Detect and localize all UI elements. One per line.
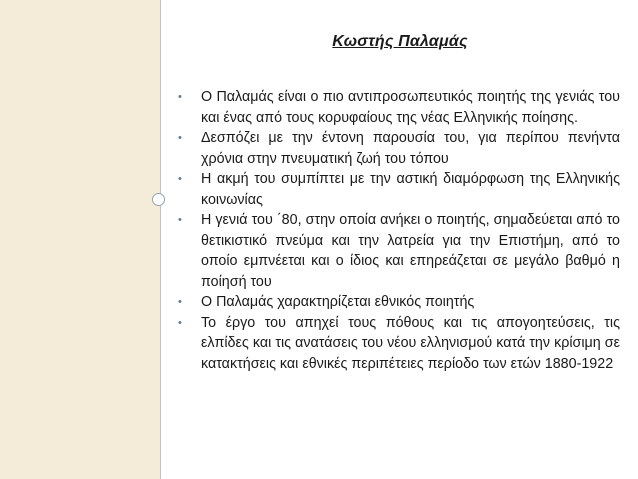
bullet-text: Το έργο του απηχεί τους πόθους και τις απογοητεύσεις, τις ελπίδες και τις ανατάσεις του νέου ελληνισμού κατά την κρίσιμη σε κατακτήσεις και εθνικές περιπέτειες περίοδο των ετών 1880-1922 [201,314,620,372]
bullet-dot-icon: • [178,316,182,329]
bullet-item [173,210,620,292]
bullet-item [173,313,620,375]
bullet-dot-icon: • [178,214,182,226]
bullet-item [173,169,620,210]
divider-circle-ornament [152,193,165,206]
bullet-text: Η γενιά του ΄80, στην οποία ανήκει ο ποιητής, σημαδεύεται από το θετικιστικό πνεύμα και την λατρεία για την Επιστήμη, από το οποίο εμπνέεται και ο ίδιος και επηρεάζεται σε μεγάλο βαθμό η ποίησή του [201,212,620,290]
bullet-dot-icon: • [178,296,182,308]
bullet-item [173,128,620,169]
bullet-item [173,87,620,128]
bullet-item [173,292,620,313]
left-decorative-band [0,0,160,479]
bullet-text: Ο Παλαμάς είναι ο πιο αντιπροσωπευτικός ποιητής της γενιάς του και ένας από τους κορυφαίους της νέας Ελληνικής ποίησης. [201,89,620,126]
bullet-text: Ο Παλαμάς χαρακτηρίζεται εθνικός ποιητής [201,294,475,310]
slide-title: Κωστής Παλαμάς [332,33,468,50]
bullet-text: Η ακμή του συμπίπτει με την αστική διαμόρφωση της Ελληνικής κοινωνίας [201,171,620,208]
bullet-list [173,87,620,374]
divider-line [160,0,161,479]
bullet-dot-icon: • [178,173,182,185]
bullet-dot-icon: • [178,91,182,103]
bullet-text: Δεσπόζει με την έντονη παρουσία του, για περίπου πενήντα χρόνια στην πνευματική ζωή του τόπου [201,130,620,167]
bullet-dot-icon: • [178,132,182,144]
